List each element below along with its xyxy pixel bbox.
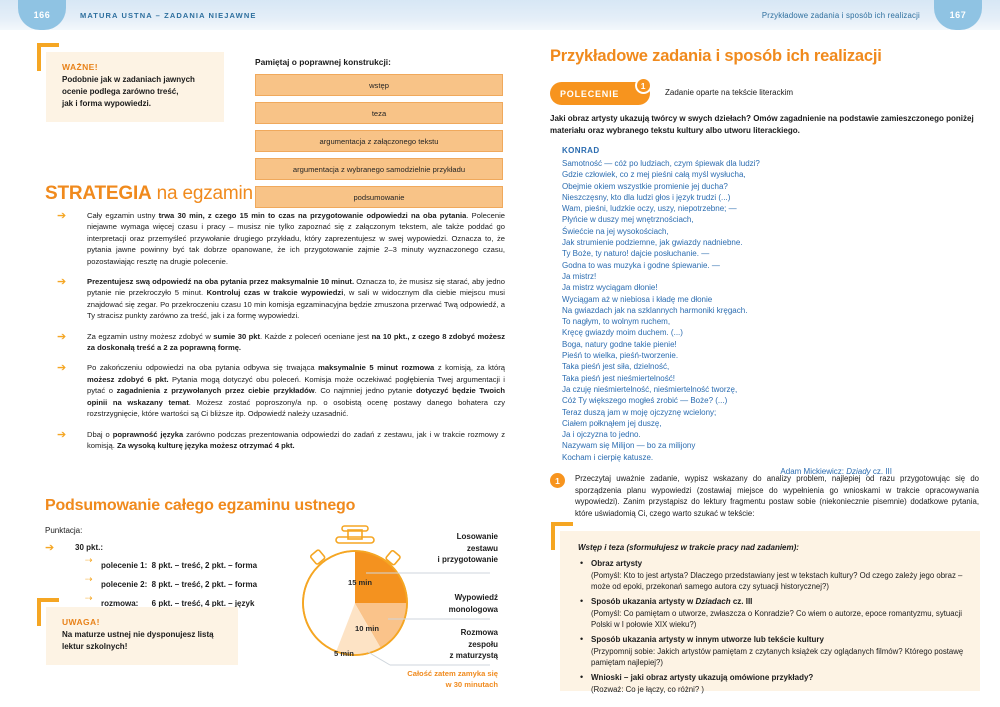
strategia-list	[45, 210, 505, 460]
bracket-decoration	[37, 43, 59, 71]
plan-item	[578, 634, 964, 668]
bullet-icon: •	[580, 596, 584, 607]
stopwatch-legend-3	[388, 627, 498, 662]
header-title-left: MATURA USTNA – ZADANIA NIEJAWNE	[80, 11, 257, 20]
plan-item-title-text: Sposób ukazania artysty w	[591, 597, 696, 607]
stopwatch-label-10: 10 min	[355, 624, 380, 633]
poem-line: Taka pieśń jest nieśmiertelność!	[562, 373, 675, 383]
plan-item-sub: (Przypomnij sobie: Jakich artystów pamiętam z czytanych książek czy oglądanych filmów? Którego postawę pamiętam najlepiej?)	[591, 646, 964, 667]
wazne-callout	[46, 52, 224, 122]
poem-line: Wam, pieśni, ludzkie oczy, uszy, niepotrzebne; —	[562, 204, 737, 214]
plan-item-title	[591, 634, 964, 646]
punktacja-row-text: polecenie 2: 8 pkt. – treść, 2 pkt. – forma	[101, 579, 258, 589]
punktacja-total: 30 pkt.:	[75, 543, 104, 552]
poem-line: Ciałem połknąłem jej duszę,	[562, 418, 662, 428]
punktacja-row-text: rozmowa: 6 pkt. – treść, 4 pkt. – język	[101, 598, 255, 608]
plan-item-sub: (Rozważ: Co je łączy, co różni? )	[591, 684, 704, 694]
plan-item-title	[591, 596, 964, 608]
plan-item	[578, 672, 964, 695]
poem-line: Nazywam się Milijon — bo za milijony	[562, 441, 696, 451]
polecenie-number-badge: 1	[635, 77, 652, 94]
strategia-point-text: Za egzamin ustny możesz zdobyć w sumie 30 pkt. Każde z poleceń oceniane jest na 10 pkt., z czego 8 zdobyć możesz za doskonałą treść a 2 za poprawną formę.	[87, 331, 505, 353]
step-text: Przeczytaj uważnie zadanie, wypisz wskazany do analizy problem, najlepiej od razu przygotowując się do sporządzenia planu wypowiedzi (zostawiaj miejsce do wypełnienia go wnioskami w trakcie opracowywania wypowiedzi). Zanim przystąpisz do lektury fragmentu postaw sobie (niekoniecznie pisemnie) dodatkowe pytania, które uświadomią Ci, czego warto szukać w tekście:	[575, 474, 979, 518]
bracket-decoration	[551, 522, 573, 550]
arrow-dashed-icon: ⇢	[85, 592, 93, 603]
arrow-right-icon: ➔	[45, 542, 55, 554]
strategia-heading-rest: na egzamin	[151, 183, 253, 204]
plan-item-sub: (Pomyśl: Co pamiętam o utworze, zwłaszcza o Konradzie? Co wiem o autorze, epoce romantyzmu, sytuacji Polski w I połowie XIX wieku?)	[591, 608, 962, 629]
polecenie-label: POLECENIE	[560, 88, 620, 99]
plan-item-title-italic: Dziadach	[695, 597, 731, 607]
punktacja-label: Punktacja:	[45, 526, 83, 535]
plan-item-title	[591, 558, 964, 570]
poem-attribution-work: Dziady	[846, 467, 871, 477]
plan-heading: Wstęp i teza (sformułujesz w trakcie pracy nad zadaniem):	[578, 543, 799, 552]
polecenie-subtitle: Zadanie oparte na tekście literackim	[665, 88, 794, 97]
poem-line: Kręcę gwiazdy moim duchem. (...)	[562, 328, 683, 338]
poem-line: Obejmie okiem wszystkie promienie jej ducha?	[562, 181, 728, 191]
uwaga-line: lektur szkolnych!	[62, 642, 128, 651]
stopwatch-legend-2	[388, 592, 498, 615]
strategia-point	[45, 331, 505, 354]
arrow-right-icon: ➔	[57, 362, 67, 375]
plan-item-title	[591, 672, 964, 684]
poem-line: Świećcie na jej wysokościach,	[562, 226, 669, 236]
arrow-dashed-icon: ⇢	[85, 554, 93, 565]
legend-line: zestawu	[466, 543, 498, 553]
header-title-right: Przykładowe zadania i sposób ich realizacji	[761, 11, 920, 20]
poem-line: Jak strumienie podziemne, jak gwiazdy nadniebne.	[562, 238, 743, 248]
poem-line: To nagłym, to wolnym ruchem,	[562, 317, 671, 327]
poem-line: Na gwiazdach jak na szklannych harmoniki kręgach.	[562, 305, 748, 315]
arrow-right-icon: ➔	[57, 428, 67, 441]
poem-line: Boga, natury godne takie pienie!	[562, 339, 677, 349]
arrow-right-icon: ➔	[57, 210, 67, 222]
bullet-icon: •	[580, 558, 584, 568]
uwaga-line: Na maturze ustnej nie dysponujesz listą	[62, 630, 214, 639]
legend-line: Wypowiedź	[454, 593, 498, 602]
poem-line: Pieśń to wielka, pieśń-tworzenie.	[562, 351, 679, 361]
poem-attribution-author: Adam Mickiewicz:	[780, 467, 847, 477]
punktacja-row-text: polecenie 1: 8 pkt. – treść, 2 pkt. – forma	[101, 560, 258, 570]
punktacja-block	[45, 526, 285, 612]
plan-item-title-text: Wnioski – jaki obraz artysty ukazują omówione przykłady?	[591, 673, 814, 683]
poem-line: Godna to was muzyka i godne śpiewanie. —	[562, 260, 720, 270]
strategia-point-text: Dbaj o poprawność języka zarówno podczas prezentowania odpowiedzi do zadań z zestawu, jak i w trakcie rozmowy z komisją. Za wysoką kulturę języka możesz otrzymać 4 pkt.	[87, 429, 505, 450]
flow-step-wstep: wstęp	[255, 74, 503, 96]
flow-step-argumentacja-tekst: argumentacja z załączonego tekstu	[255, 130, 503, 152]
bullet-icon: •	[580, 634, 584, 645]
poem-attribution-part: cz. III	[870, 467, 892, 477]
strategia-point	[45, 276, 505, 322]
wazne-line: ocenie podlega zarówno treść,	[62, 87, 179, 96]
construction-label: Pamiętaj o poprawnej konstrukcji:	[255, 57, 391, 67]
legend-line: monologowa	[448, 604, 498, 614]
plan-panel	[560, 531, 980, 694]
punktacja-row	[85, 555, 285, 573]
step-number-badge: 1	[550, 473, 565, 488]
poem-lines	[562, 158, 892, 463]
poem-line: Taka pieśń jest siła, dzielność,	[562, 362, 670, 372]
poem-line: Teraz duszą jam w moję ojczyznę wcielony;	[562, 407, 717, 417]
plan-item	[578, 558, 964, 592]
plan-item	[578, 596, 964, 630]
strategia-point	[45, 429, 505, 452]
caption-line: Całość zatem zamyka się	[407, 669, 498, 678]
task-prompt: Jaki obraz artysty ukazują twórcy w swych dziełach? Omów zagadnienie na podstawie zamieszczonego poniżej materiału oraz wybranego tekstu kultury albo utworu literackiego.	[550, 114, 974, 135]
strategia-point-text: Cały egzamin ustny trwa 30 min, z czego 15 min to czas na przygotowanie odpowiedzi na oba pytania. Polecenie niejawne wymaga więcej czasu i pracy – musisz nie tylko zapoznać się z załączonym tekstem, ale także poddać go interpretacji oraz przemyśleć przywołanie drugiego przykładu, który zaprezentujesz w swej wypowiedzi. Oznacza to, że pytania jawne powinny być tak dobrze opanowane, że ich przygotowanie zajmie 2–3 minuty wyznaczonego czasu, pozostawiając resztę na drugie polecenie.	[87, 211, 506, 266]
poem-line: Ty Boże, ty naturo! dajcie posłuchanie. —	[562, 249, 710, 259]
stopwatch-label-5: 5 min	[334, 649, 354, 658]
arrow-right-icon: ➔	[57, 330, 67, 343]
polecenie-pill	[550, 82, 650, 105]
plan-item-title-text: Sposób ukazania artysty w innym utworze lub tekście kultury	[591, 635, 824, 645]
legend-line: Losowanie	[456, 532, 498, 541]
poem-block	[562, 146, 892, 476]
stopwatch-caption	[330, 668, 498, 690]
legend-line: Rozmowa	[460, 628, 498, 637]
bracket-decoration	[37, 598, 59, 626]
strategia-point-text: Po zakończeniu odpowiedzi na oba pytania odbywa się trwająca maksymalnie 5 minut rozmowa z komisją, za którą możesz zdobyć 6 pkt. Pytania mogą dotyczyć obu poleceń. Komisja może oczekiwać pogłębienia Twej argumentacji i pytać o zagadnienia z przywołanych przez ciebie przykładów. Co najmniej jedno pytanie dotyczyć będzie Twoich opinii na wskazany temat. Możesz zostać poproszony/a np. o osobistą ocenę postawy danego bohatera czy rozstrzygnięcie, które wartości są Ci bliższe itp. Odpowiedź należy uzasadnić.	[87, 363, 506, 419]
uwaga-callout	[46, 607, 238, 665]
wazne-title: WAŻNE!	[62, 62, 98, 72]
punktacja-rows	[45, 542, 285, 611]
legend-line: zespołu	[468, 639, 498, 649]
strategia-heading-strong: STRATEGIA	[45, 183, 152, 204]
flow-step-teza: teza	[255, 102, 503, 124]
poem-line: Ja i ojczyzna to jedno.	[562, 430, 641, 440]
poem-line: Płyńcie w duszy mej wnętrznościach,	[562, 215, 694, 225]
punktacja-row	[85, 574, 285, 592]
wazne-line: Podobnie jak w zadaniach jawnych	[62, 75, 195, 84]
poem-line: Ja mistrz!	[562, 271, 597, 281]
plan-item-title-tail: cz. III	[730, 597, 753, 607]
poem-line: Cóż Ty większego mogłeś zrobić — Boże? (...)	[562, 396, 728, 406]
plan-item-sub: (Pomyśl: Kto to jest artysta? Dlaczego przedstawiany jest w tekstach kultury? Od czego zależy jego obraz – może od epoki, przekonań samego autora czy sytuacji historycznej?)	[591, 570, 963, 591]
stopwatch-legend-1	[388, 531, 498, 566]
poem-speaker: KONRAD	[562, 146, 600, 155]
bullet-icon: •	[580, 672, 584, 683]
construction-flow	[255, 57, 503, 214]
flow-step-argumentacja-przyklad: argumentacja z wybranego samodzielnie przykładu	[255, 158, 503, 180]
poem-line: Ja czuję nieśmiertelność, nieśmiertelność tworzę,	[562, 384, 738, 394]
strategia-point	[45, 362, 505, 419]
flow-step-podsumowanie: podsumowanie	[255, 186, 503, 208]
strategia-point-text: Prezentujesz swą odpowiedź na oba pytania przez maksymalnie 10 minut. Oznacza to, że musisz się starać, aby jedno pytanie nie przekroczyło 5 minut. Kontroluj czas w trakcie wypowiedzi, w sali w widocznym dla ciebie miejscu musi znajdować się zegar. Po przekroczeniu czasu 10 min komisja egzaminacyjna będzie zmuszona przerwać Twą odpowiedź, a Ty stracisz punkty zarówno za treść, jak i za formę wypowiedzi.	[87, 277, 506, 321]
poem-line: Ja mistrz wyciągam dłonie!	[562, 283, 658, 293]
right-section-heading: Przykładowe zadania i sposób ich realizacji	[550, 47, 882, 65]
poem-line: Samotność — cóż po ludziach, czym śpiewak dla ludzi?	[562, 159, 760, 168]
plan-item-title-text: Obraz artysty	[591, 559, 643, 568]
stopwatch-label-15: 15 min	[348, 578, 373, 587]
strategia-point	[45, 210, 505, 267]
page-number-right: 167	[934, 0, 982, 30]
poem-line: Kocham i cierpię katusze.	[562, 452, 654, 462]
arrow-right-icon: ➔	[57, 276, 67, 289]
legend-line: i przygotowanie	[437, 555, 498, 564]
uwaga-title: UWAGA!	[62, 617, 100, 627]
wazne-line: jak i forma wypowiedzi.	[62, 99, 151, 108]
arrow-dashed-icon: ⇢	[85, 573, 93, 584]
legend-line: z maturzystą	[449, 651, 498, 660]
poem-line: Gdzie człowiek, co z mej pieśni całą myśl wysłucha,	[562, 170, 746, 180]
page-number-left: 166	[18, 0, 66, 30]
poem-line: Nieszczęsny, kto dla ludzi głos i język trudzi (...)	[562, 192, 731, 202]
podsumowanie-heading: Podsumowanie całego egzaminu ustnego	[45, 497, 356, 514]
caption-line: w 30 minutach	[445, 680, 498, 689]
strategia-heading	[45, 183, 253, 205]
poem-line: Wyciągam aż w niebiosa i kładę me dłonie	[562, 294, 713, 304]
